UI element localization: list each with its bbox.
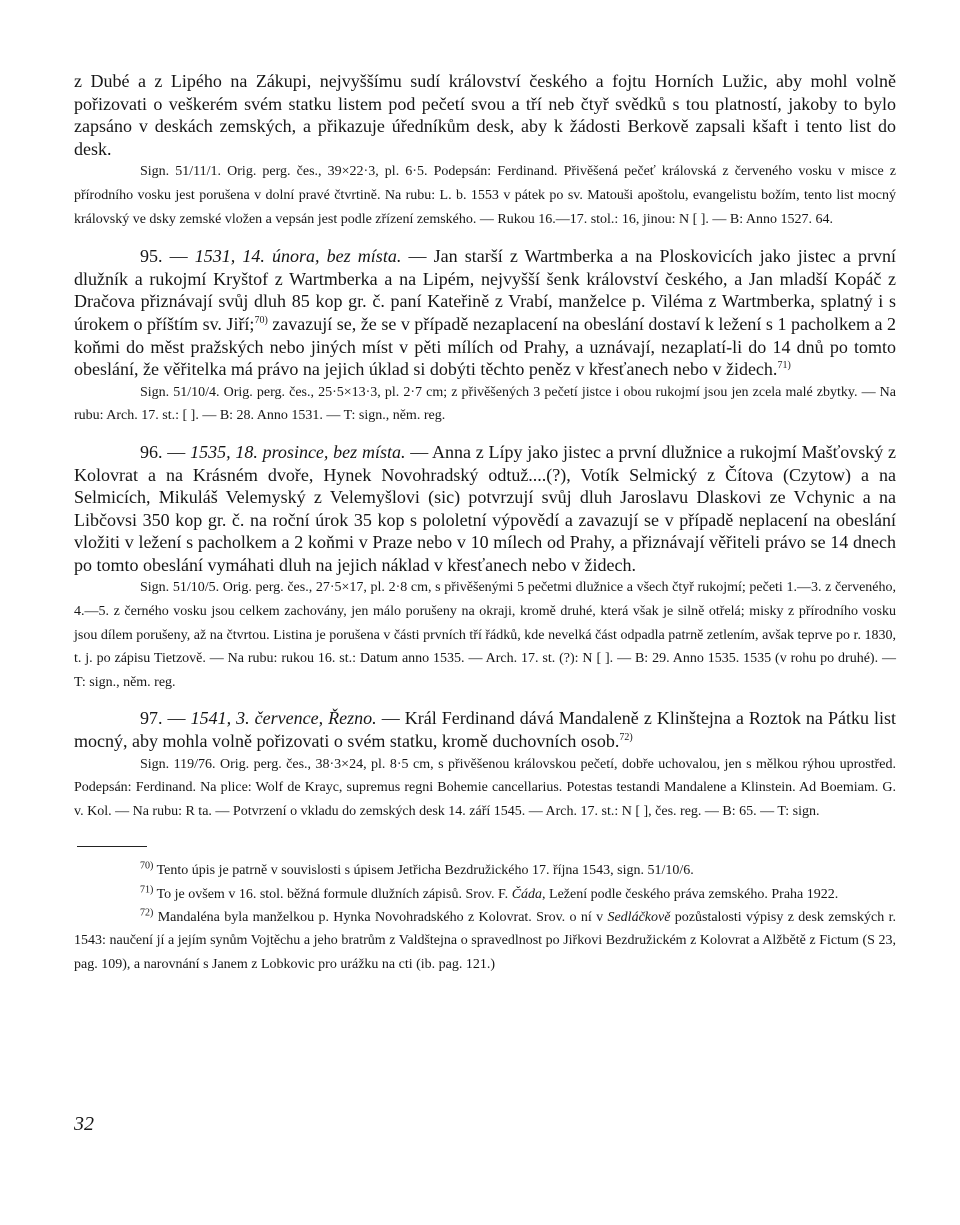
entry-96-note: Sign. 51/10/5. Orig. perg. čes., 27·5×17, pl. 2·8 cm, s přivěšenými 5 pečetmi dlužnice a všech čtyř rukojmí; pečeti 1.—3. z červeného, 4.—5. z černého vosku jsou celkem zachovány, jen málo porušeny na okraji, kromě druhé, která však je silně otřelá; misky z přírodního vosku jsou dílem porušeny, až na čtvrtou. Listina je porušena v části prvních tří řádků, kde nevelká část odpadla patrně zetlením, avšak teprve po r. 1830, t. j. po zápisu Tietzově. — Na rubu: rukou 16. st.: Datum anno 1535. — Arch. 17. st. (?): N [ ]. — B: 29. Anno 1535. 1535 (v rohu po druhé). — T: sign., něm. reg.	[74, 580, 896, 690]
footnote-70-text: Tento úpis je patrně v souvislosti s úpisem Jetřicha Bezdružického 17. října 1543, sign. 51/10/6.	[153, 863, 694, 879]
entry-95	[74, 245, 896, 381]
document-page	[74, 70, 896, 976]
footnote-ref-70: 70)	[254, 314, 268, 326]
footnote-72-text: Mandaléna byla manželkou p. Hynka Novohradského z Kolovrat. Srov. o ní v	[153, 910, 608, 925]
footnote-70-mark: 70)	[140, 860, 154, 872]
footnote-72-mark: 72)	[140, 907, 154, 919]
entry-94-note: Sign. 51/11/1. Orig. perg. čes., 39×22·3, pl. 6·5. Podepsán: Ferdinand. Přivěšená pečeť královská z červeného vosku v misce z přírodního vosku jest porušena v dolní pravé čtvrtině. Na rubu: L. b. 1553 v pátek po sv. Matouši apoštolu, evangelistu božím, tento list mocný královský ve dsky zemské vložen a vepsán jest podle zřízení zemského. — Rukou 16.—17. stol.: 16, jinou: N [ ]. — B: Anno 1527. 64.	[74, 164, 896, 227]
entry-94-text: z Dubé a z Lipého na Zákupi, nejvyššímu sudí království českého a fojtu Horních Lužic, aby mohl volně pořizovati o veškerém svém statku listem pod pečetí svou a tří neb čtyř svědků s tou platností, jakoby to bylo zapsáno v deskách zemských, a přikazuje úředníkům desk, aby k žádosti Berkově zapsali kšaft i tento list do desk.	[74, 71, 896, 159]
entry-95-number: 95. —	[140, 246, 188, 267]
footnote-71-mark: 71)	[140, 884, 154, 896]
entry-97-number: 97. —	[140, 708, 186, 729]
footnote-ref-71: 71)	[777, 360, 791, 372]
footnote-70	[74, 859, 896, 882]
entry-95-head	[140, 246, 401, 266]
entry-97-head	[140, 708, 377, 728]
footnote-71-author: Čáda	[511, 886, 543, 902]
page-number: 32	[74, 1113, 94, 1135]
footnote-72-author: Sedláčkově	[607, 910, 671, 925]
entry-97-note: Sign. 119/76. Orig. perg. čes., 38·3×24, pl. 8·5 cm, s přivěšenou královskou pečetí, dobře uchovalou, jen s mělkou rýhou uprostřed. Podepsán: Ferdinand. Na plice: Wolf de Krayc, supremus regni Bohemie cancellarius. Potestas testandi Mandalene a Klinstein. Ad Boemiam. G. v. Kol. — Na rubu: R ta. — Potvrzení o vkladu do zemských desk 14. září 1545. — Arch. 17. st.: N [ ], čes. reg. — B: 65. — T: sign.	[74, 756, 896, 819]
footnote-72-text-end: pozůstalosti výpisy z desk zemských r. 1543: naučení jí a jejím synům Vojtěchu a jeho bratrům z Valdštejna o spravedlnost po Jiřkovi Bezdružickém z Kolovrat a Alžbětě z Fictum (S 23, pag. 109), a narovnání s Janem z Lobkovic pro urážku na cti (ib. pag. 121.)	[74, 910, 896, 972]
footnote-72	[74, 906, 896, 976]
entry-96-date: 1535, 18. prosince, bez místa.	[190, 441, 406, 462]
footnote-71-text-end: , Ležení podle českého práva zemského. Praha 1922.	[542, 886, 839, 902]
entry-97-text: — Král Ferdinand dává Mandaleně z Klinštejna a Roztok na Pátku list mocný, aby mohla volně pořizovati o svém statku, kromě duchovních osob.	[74, 708, 897, 752]
entry-97-date: 1541, 3. července, Řezno.	[190, 708, 377, 729]
entry-96-head	[140, 442, 405, 462]
entry-95-date: 1531, 14. února, bez místa.	[194, 246, 402, 267]
footnote-71	[74, 883, 896, 906]
entry-96-number: 96. —	[140, 441, 186, 462]
footnote-ref-72: 72)	[619, 732, 633, 744]
entry-97	[74, 707, 896, 752]
entry-96	[74, 441, 896, 577]
entry-96-text: — Anna z Lípy jako jistec a první dlužnice a rukojmí Mašťovský z Kolovrat a na Krásném dvoře, Hynek Novohradský odtuž....(?), Votík Selmický z Čítova (Czytow) a na Selmicích, Mikuláš Velemyský z Velemyšlovi (sic) potvrzují svůj dluh Jaroslavu Dlaskovi ze Vchynic a na Libčovsi 350 kop gr. č. na roční úrok 35 kop s pololetní výpovědí a zavazují se v případě neplacení na obeslání vložiti v ležení s pacholkem a 2 koňmi v Praze nebo v 10 mílech od Prahy, a přiznávají věřiteli právo se 14 dnech po tomto obeslání vymáhati dluh na jejich náklad v křesťanech nebo v židech.	[74, 441, 897, 575]
footnote-71-text: To je ovšem v 16. stol. běžná formule dlužních zápisů. Srov. F.	[153, 886, 512, 902]
entry-95-text-2: zavazují se, že se v případě nezaplacení na obeslání dostaví k ležení s 1 pacholkem a 2 koňmi do měst pražských nebo jiných míst v pěti mílích od Prahy, a uznávají, nezaplatí-li do 14 dnů po tomto obeslání, že věřitelka má právo na jejich úklad si dobýti těchto peněz v křesťanech nebo v židech.	[74, 313, 896, 380]
entry-95-text: — Jan starší z Wartmberka a na Ploskovicích jako jistec a první dlužník a rukojmí Kryštof z Wartmberka a na Lipém, nejvyšší šenk království českého, a Jan mladší Kopáč z Dračova přiznávají svůj dluh 85 kop gr. č. paní Kateřině z Vrabí, manželce p. Viléma z Wartmberka, splatný i s úrokem o příštím sv. Jiří;	[74, 246, 897, 334]
entry-95-note: Sign. 51/10/4. Orig. perg. čes., 25·5×13·3, pl. 2·7 cm; z přivěšených 3 pečetí jistce i obou rukojmí jsou jen zcela malé zbytky. — Na rubu: Arch. 17. st.: [ ]. — B: 28. Anno 1531. — T: sign., něm. reg.	[74, 384, 896, 424]
footnote-divider	[77, 846, 147, 847]
